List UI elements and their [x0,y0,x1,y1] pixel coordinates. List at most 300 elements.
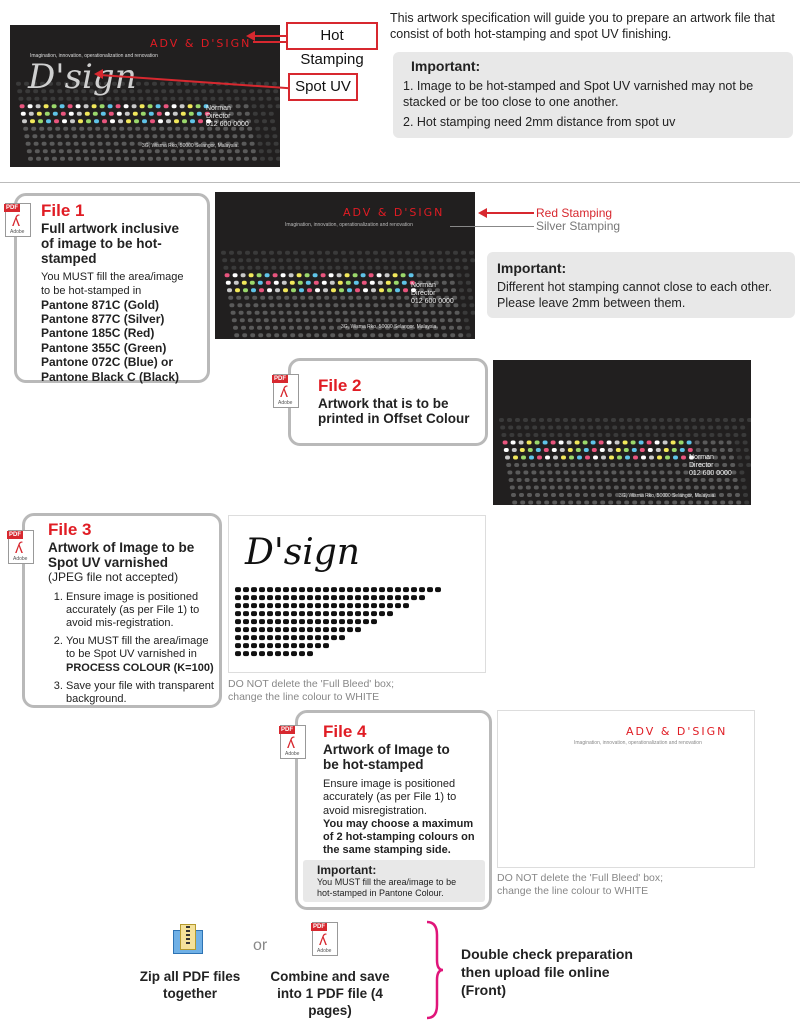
pattern-dot [335,266,340,270]
pattern-dot [438,258,443,262]
pattern-dot [324,296,329,300]
file3-bleed-note: DO NOT delete the 'Full Bleed' box; change the line colour to WHITE [228,678,395,703]
pattern-dot [510,486,515,490]
pattern-dot [744,448,749,452]
pattern-dot [741,478,746,482]
pattern-dot [461,251,466,255]
pattern-dot [297,326,302,330]
pattern-dot [341,251,346,255]
pattern-dot [596,426,601,430]
brace-icon [423,920,443,1020]
pattern-dot [466,281,471,285]
pattern-dot [259,651,265,656]
pattern-dot [313,326,318,330]
pattern-dot [402,333,407,337]
pattern-dot [245,303,250,307]
pattern-dot [130,97,135,101]
pattern-dot [262,258,267,262]
pattern-dot [671,441,676,445]
pattern-dot [299,651,305,656]
pattern-dot [269,112,274,116]
pattern-dot [307,651,313,656]
pattern-dot [222,258,227,262]
file3-step: 3. Save your file with transparent background. [66,680,216,706]
pattern-dot [535,441,540,445]
pattern-dot [529,456,534,460]
pattern-dot [46,119,51,123]
pattern-dot [387,603,393,608]
pattern-dot [133,112,138,116]
pattern-dot [633,456,638,460]
pattern-dot [299,627,305,632]
pattern-dot [39,127,44,131]
pattern-dot [307,611,313,616]
pattern-dot [347,611,353,616]
pattern-dot [101,112,106,116]
pattern-dot [196,104,201,108]
pattern-dot [40,134,45,138]
pattern-dot [74,142,79,146]
pattern-dot [299,603,305,608]
file4-subtitle: Artwork of Image to be hot-stamped [323,742,450,773]
pattern-dot [236,157,241,161]
pattern-dot [144,134,149,138]
pattern-dot [195,149,200,153]
pattern-dot [704,448,709,452]
pattern-dot [668,426,673,430]
pattern-dot [516,426,521,430]
pattern-dot [307,587,313,592]
pattern-dot [335,311,340,315]
pdf-tag: PDF [274,376,286,382]
pattern-dot [259,595,265,600]
pattern-dot [249,326,254,330]
pattern-dot [140,104,145,108]
pattern-dot [408,318,413,322]
pattern-dot [589,478,594,482]
pattern-dot [378,333,383,337]
pattern-dot [704,501,709,505]
pattern-dot [248,318,253,322]
pattern-dot [251,595,257,600]
pattern-dot [287,311,292,315]
pattern-dot [387,288,392,292]
pattern-dot [275,595,281,600]
pattern-dot [58,97,63,101]
final-instruction: Double check preparation then upload file online (Front) [461,946,633,999]
pattern-dot [574,486,579,490]
pattern-dot [505,456,510,460]
pattern-dot [458,333,463,337]
pattern-dot [405,303,410,307]
pattern-dot [711,441,716,445]
pattern-dot [611,471,616,475]
pattern-dot [143,127,148,131]
card-brand: ADV & D'SIGN [343,206,445,219]
pattern-dot [681,456,686,460]
pattern-dot [581,433,586,437]
pattern-dot [362,333,367,337]
pattern-dot [159,127,164,131]
callout-spot-uv: Spot UV [288,73,358,101]
hot-stamp-artwork [497,710,755,868]
pattern-dot [720,501,725,505]
pattern-dot [632,448,637,452]
pattern-dot [241,326,246,330]
pattern-dot [559,441,564,445]
pattern-dot [230,258,235,262]
pattern-dot [400,318,405,322]
pattern-dot [728,501,733,505]
pattern-dot [108,104,113,108]
pattern-dot [621,478,626,482]
pdf-icon [5,203,31,237]
pattern-dot [299,595,305,600]
file2-title: File 2 [318,376,362,395]
pattern-dot [456,318,461,322]
pattern-dot [551,493,556,497]
pattern-dot [78,119,83,123]
pattern-dot [144,82,149,86]
pattern-dot [315,635,321,640]
pattern-dot [663,441,668,445]
pattern-dot [291,611,297,616]
pattern-dot [392,318,397,322]
callout-line-hot-2 [253,41,287,43]
pattern-dot [34,97,39,101]
pattern-dot [685,433,690,437]
pattern-dot [688,448,693,452]
pattern-dot [712,501,717,505]
pattern-dot [403,587,409,592]
pattern-dot [310,258,315,262]
pattern-dot [339,619,345,624]
pattern-dot [685,478,690,482]
pattern-dot [258,97,263,101]
pattern-dot [116,157,121,161]
pattern-dot [610,463,615,467]
pattern-dot [174,119,179,123]
pattern-dot [659,471,664,475]
pattern-dot [307,595,313,600]
pattern-dot [301,303,306,307]
pattern-dot [469,251,474,255]
pattern-dot [314,281,319,285]
pattern-dot [325,303,330,307]
pattern-dot [235,619,241,624]
pattern-dot [182,119,187,123]
pattern-dot [429,251,434,255]
pattern-dot [736,501,741,505]
pattern-dot [403,288,408,292]
pattern-dot [583,441,588,445]
pattern-dot [248,134,253,138]
pattern-dot [499,418,504,422]
pattern-dot [637,478,642,482]
pattern-dot [707,418,712,422]
pattern-dot [160,82,165,86]
pattern-dot [592,501,597,505]
pattern-dot [283,627,289,632]
pattern-dot [403,595,409,600]
pattern-dot [593,456,598,460]
pattern-dot [77,112,82,116]
pattern-dot [51,149,56,153]
pattern-dot [299,619,305,624]
pattern-dot [415,266,420,270]
pattern-dot [524,426,529,430]
pattern-dot [379,288,384,292]
pattern-dot [59,149,64,153]
pattern-dot [731,418,736,422]
pattern-dot [661,478,666,482]
pattern-dot [250,97,255,101]
pattern-dot [387,611,393,616]
pattern-dot [322,333,327,337]
pattern-dot [363,611,369,616]
pattern-dot [728,448,733,452]
pattern-dot [395,288,400,292]
pattern-dot [285,303,290,307]
pattern-dot [165,112,170,116]
pattern-dot [701,433,706,437]
pattern-dot [648,501,653,505]
pattern-dot [355,595,361,600]
pattern-dot [447,311,452,315]
pattern-dot [717,478,722,482]
pattern-dot [355,288,360,292]
pattern-dot [515,471,520,475]
pattern-dot [275,643,281,648]
pattern-dot [413,251,418,255]
pattern-dot [152,82,157,86]
pattern-dot [686,486,691,490]
pattern-dot [295,266,300,270]
pattern-dot [191,127,196,131]
pattern-dot [323,603,329,608]
pattern-dot [642,463,647,467]
pattern-dot [507,471,512,475]
pattern-dot [228,296,233,300]
pattern-dot [662,486,667,490]
pattern-dot [179,149,184,153]
pattern-dot [243,635,249,640]
pattern-dot [282,333,287,337]
pdf-icon [280,725,306,759]
pattern-dot [233,273,238,277]
pattern-dot [702,486,707,490]
pattern-dot [169,89,174,93]
pattern-dot [304,318,309,322]
pattern-dot [675,418,680,422]
pattern-dot [171,149,176,153]
pattern-dot [608,501,613,505]
pattern-dot [314,333,319,337]
pattern-dot [28,157,33,161]
pattern-dot [629,433,634,437]
pattern-dot [603,471,608,475]
pattern-dot [508,426,513,430]
pattern-dot [302,258,307,262]
pattern-dot [553,456,558,460]
pattern-dot [567,493,572,497]
pattern-dot [424,318,429,322]
pattern-dot [42,142,47,146]
pattern-dot [628,426,633,430]
pattern-dot [602,463,607,467]
pattern-dot [390,258,395,262]
pattern-dot [252,296,257,300]
pattern-dot [28,104,33,108]
pattern-dot [34,142,39,146]
pattern-dot [523,418,528,422]
pattern-dot [224,134,229,138]
pattern-dot [727,441,732,445]
pattern-dot [276,296,281,300]
pattern-dot [541,478,546,482]
pattern-dot [208,134,213,138]
pattern-dot [419,587,425,592]
pattern-dot [198,119,203,123]
file2-content [318,376,478,426]
pattern-dot [329,326,334,330]
pattern-dot [158,119,163,123]
pattern-dot [168,82,173,86]
pattern-dot [35,149,40,153]
card-brand: ADV & D'SIGN [150,37,252,50]
pattern-dot [283,635,289,640]
pattern-dot [431,311,436,315]
pattern-dot [672,501,677,505]
pattern-dot [241,273,246,277]
file3-step2-bold: PROCESS COLOUR (K=100) [66,661,214,674]
pattern-dot [76,157,81,161]
pattern-dot [137,89,142,93]
pattern-dot [236,296,241,300]
pattern-dot [82,142,87,146]
pattern-dot [599,493,604,497]
pattern-dot [26,142,31,146]
pattern-dot [319,266,324,270]
pattern-dot [157,112,162,116]
pattern-dot [526,486,531,490]
pattern-dot [243,619,249,624]
pattern-dot [336,318,341,322]
acrobat-swirl-icon: ʎ [15,540,23,557]
pattern-dot [303,311,308,315]
pattern-dot [592,448,597,452]
pattern-dot [62,119,67,123]
pattern-dot [305,326,310,330]
pattern-dot [235,595,241,600]
pattern-dot [106,97,111,101]
pattern-dot [312,318,317,322]
pattern-dot [619,471,624,475]
pattern-dot [395,603,401,608]
pattern-dot [513,456,518,460]
pattern-dot [386,281,391,285]
pattern-dot [20,104,25,108]
pattern-dot [378,281,383,285]
pattern-dot [189,112,194,116]
pattern-dot [212,157,217,161]
pattern-dot [291,595,297,600]
pattern-dot [242,333,247,337]
pattern-dot [298,333,303,337]
pattern-dot [122,97,127,101]
pattern-dot [29,112,34,116]
pattern-dot [688,501,693,505]
pdf-tag: PDF [281,727,293,733]
pattern-dot [172,104,177,108]
file2-subtitle: Artwork that is to be printed in Offset Colour [318,396,470,427]
card-role: Director [411,290,436,298]
pattern-dot [265,89,270,93]
pattern-dot [60,157,65,161]
pattern-dot [682,463,687,467]
pattern-dot [703,441,708,445]
pattern-dot [141,112,146,116]
pattern-dot [379,595,385,600]
pattern-dot [88,134,93,138]
pattern-dot [331,603,337,608]
pattern-dot [507,418,512,422]
pattern-dot [291,619,297,624]
pattern-dot [352,318,357,322]
pattern-dot [564,426,569,430]
important-title: Important: [497,260,567,276]
pattern-dot [315,288,320,292]
card-name: Norman [411,282,436,289]
pattern-dot [251,611,257,616]
pattern-dot [600,448,605,452]
pattern-dot [244,157,249,161]
pattern-dot [718,486,723,490]
pattern-dot [540,426,545,430]
pattern-dot [64,134,69,138]
pattern-dot [453,251,458,255]
pattern-dot [435,587,441,592]
pattern-dot [242,97,247,101]
pattern-dot [91,149,96,153]
pattern-dot [354,333,359,337]
pattern-dot [652,426,657,430]
pattern-dot [251,643,257,648]
pattern-dot [399,266,404,270]
pattern-dot [411,595,417,600]
pattern-dot [235,643,241,648]
pattern-dot [635,418,640,422]
pattern-dot [679,441,684,445]
pattern-dot [737,456,742,460]
pattern-dot [267,635,273,640]
pattern-dot [18,97,23,101]
pattern-dot [281,273,286,277]
pattern-dot [323,611,329,616]
pattern-dot [415,311,420,315]
pattern-dot [394,333,399,337]
card-tagline: Imagination, innovation, operationalization and renovation [285,222,413,228]
pattern-dot [379,603,385,608]
pattern-dot [547,418,552,422]
pattern-dot [170,97,175,101]
pattern-dot [139,149,144,153]
pattern-dot [280,318,285,322]
pattern-dot [726,486,731,490]
pattern-dot [258,142,263,146]
pattern-dot [27,149,32,153]
pattern-dot [240,318,245,322]
